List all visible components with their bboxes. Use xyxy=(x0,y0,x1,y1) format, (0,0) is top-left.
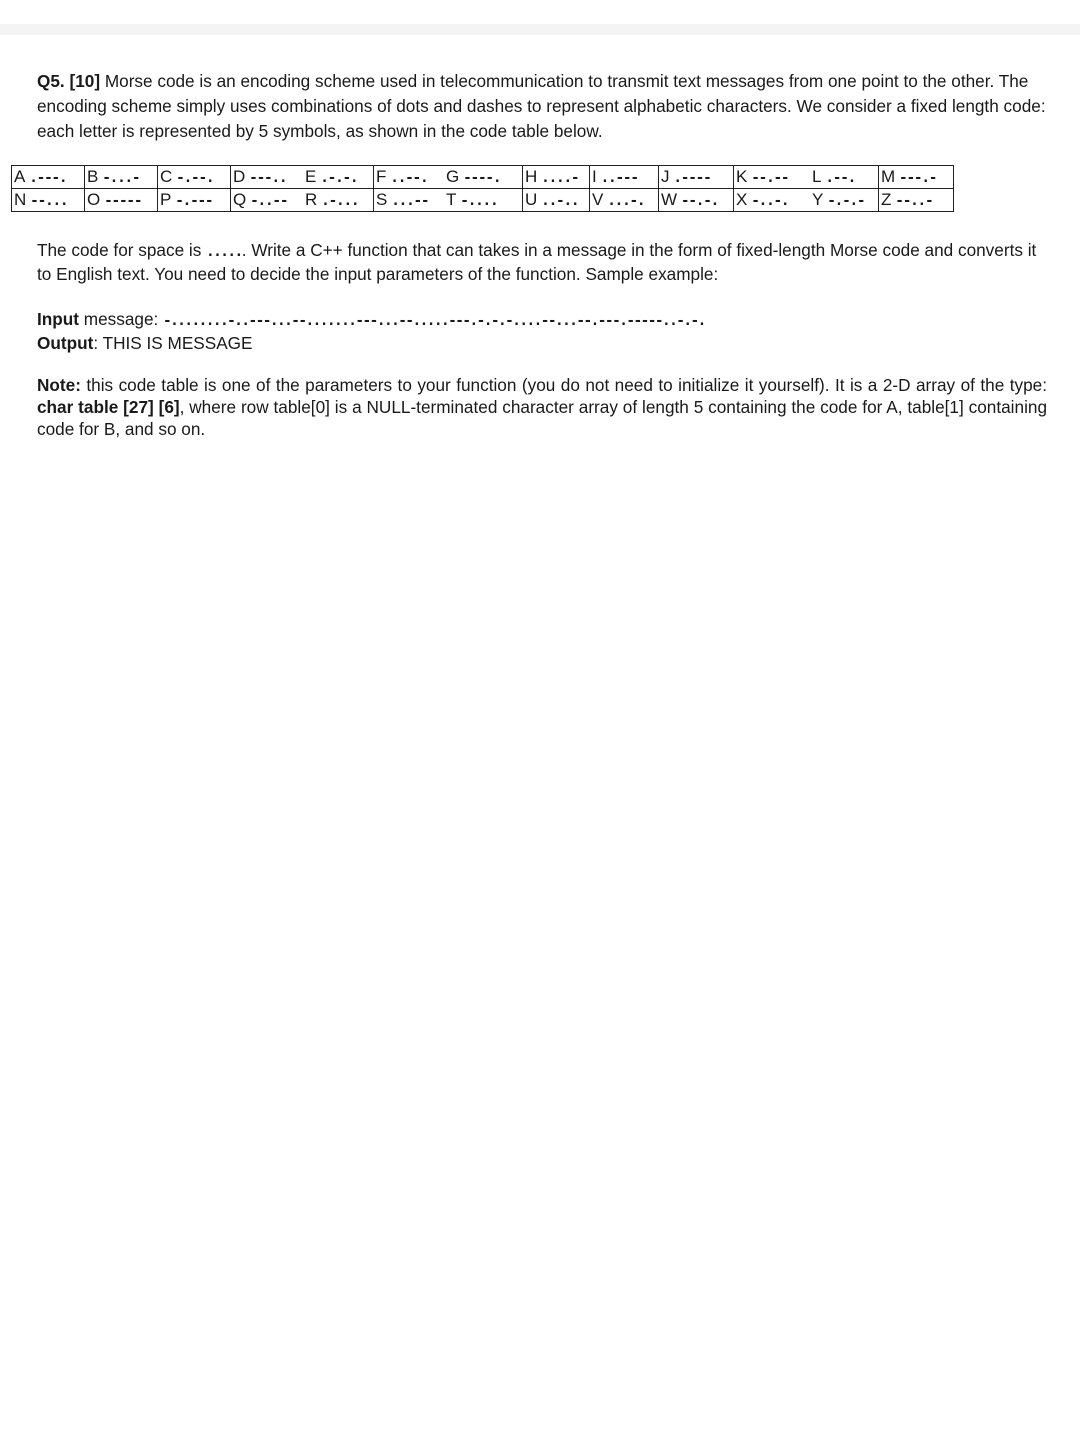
letter-r: R xyxy=(305,190,318,209)
code-cell-n xyxy=(12,189,85,212)
code-cell-i xyxy=(590,166,659,189)
letter-c: C xyxy=(160,167,173,186)
letter-k: K xyxy=(736,167,748,186)
code-cell-y xyxy=(810,189,879,212)
letter-a: A xyxy=(14,167,26,186)
question-label: Q5. [10] xyxy=(37,71,101,91)
code-cell-m xyxy=(879,166,954,189)
code-z: --..- xyxy=(895,193,933,209)
code-cell-j xyxy=(659,166,734,189)
code-w: --.-. xyxy=(681,193,719,209)
note-text-1: this code table is one of the parameters to your function (you do not need to initialize it yourself). It is a 2-D array of the type: xyxy=(80,375,1047,395)
input-label: Input xyxy=(37,309,79,329)
code-cell-x xyxy=(734,189,811,212)
code-d: ---.. xyxy=(249,170,287,186)
code-cell-l xyxy=(810,166,879,189)
letter-f: F xyxy=(376,167,387,186)
letter-j: J xyxy=(661,167,670,186)
letter-m: M xyxy=(881,167,896,186)
letter-w: W xyxy=(661,190,678,209)
note-paragraph xyxy=(37,374,1047,440)
code-i: ..--- xyxy=(600,170,638,186)
output-text: : THIS IS MESSAGE xyxy=(93,333,253,353)
code-v: ...-. xyxy=(607,193,645,209)
code-o: ----- xyxy=(104,193,142,209)
letter-i: I xyxy=(592,167,597,186)
input-line xyxy=(37,308,1047,332)
code-s: ...-- xyxy=(391,193,429,209)
code-j: .---- xyxy=(673,170,711,186)
letter-p: P xyxy=(160,190,172,209)
code-cell-e xyxy=(303,166,374,189)
output-line xyxy=(37,332,1047,354)
code-a: .---. xyxy=(29,170,67,186)
question-text: Morse code is an encoding scheme used in telecommunication to transmit text messages from one point to the other. The encoding scheme simply uses combinations of dots and dashes to represent alphabetic characters. We consider a fixed length code: each letter is represented by 5 symbols, as shown in the code table below. xyxy=(37,71,1046,141)
code-cell-w xyxy=(659,189,734,212)
letter-h: H xyxy=(525,167,538,186)
question-paragraph xyxy=(37,69,1047,144)
code-cell-p xyxy=(158,189,231,212)
code-h: ....- xyxy=(541,170,579,186)
letter-y: Y xyxy=(812,190,824,209)
letter-l: L xyxy=(812,167,822,186)
letter-t: T xyxy=(446,190,457,209)
code-t: -.... xyxy=(460,193,498,209)
code-cell-v xyxy=(590,189,659,212)
code-e: .-.-. xyxy=(320,170,358,186)
letter-z: Z xyxy=(881,190,892,209)
code-cell-k xyxy=(734,166,811,189)
code-x: -..-. xyxy=(751,193,789,209)
input-message-label: message: xyxy=(79,309,164,329)
code-l: .--. xyxy=(825,170,856,186)
letter-o: O xyxy=(87,190,101,209)
code-m: ---.- xyxy=(899,170,937,186)
code-c: -.--. xyxy=(176,170,214,186)
space-code: ..... xyxy=(206,244,242,260)
code-cell-c xyxy=(158,166,231,189)
code-cell-z xyxy=(879,189,954,212)
code-cell-d xyxy=(231,166,304,189)
space-text-after: . Write a C++ function that can takes in a message in the form of fixed-length Morse code and converts it to English text. You need to decide the input parameters of the function. Sample example: xyxy=(37,240,1037,284)
code-cell-r xyxy=(303,189,374,212)
code-q: -..-- xyxy=(250,193,288,209)
code-cell-f xyxy=(374,166,445,189)
space-paragraph xyxy=(37,239,1047,285)
space-text-before: The code for space is xyxy=(37,240,207,260)
code-cell-h xyxy=(523,166,590,189)
output-label: Output xyxy=(37,333,94,353)
morse-code-table xyxy=(11,165,954,212)
code-cell-g xyxy=(444,166,523,189)
code-r: .-... xyxy=(321,193,359,209)
code-p: -.--- xyxy=(175,193,213,209)
code-cell-t xyxy=(444,189,523,212)
letter-b: B xyxy=(87,167,99,186)
code-g: ----. xyxy=(463,170,501,186)
letter-v: V xyxy=(592,190,604,209)
letter-n: N xyxy=(14,190,27,209)
code-f: ..--. xyxy=(390,170,428,186)
letter-x: X xyxy=(736,190,748,209)
letter-e: E xyxy=(305,167,317,186)
code-y: -.-.- xyxy=(827,193,865,209)
top-bar-edge xyxy=(0,0,1080,24)
code-k: --.-- xyxy=(751,170,789,186)
code-cell-q xyxy=(231,189,304,212)
code-cell-s xyxy=(374,189,445,212)
code-table-row-2 xyxy=(12,189,954,212)
letter-u: U xyxy=(525,190,538,209)
note-type: char table [27] [6] xyxy=(37,397,180,417)
code-n: --... xyxy=(30,193,68,209)
code-table-row-1 xyxy=(12,166,954,189)
letter-q: Q xyxy=(233,190,247,209)
code-u: ..-.. xyxy=(541,193,579,209)
code-cell-a xyxy=(12,166,85,189)
code-cell-u xyxy=(523,189,590,212)
code-cell-o xyxy=(85,189,158,212)
sample-example xyxy=(37,308,1047,354)
note-text-2: , where row table[0] is a NULL-terminated character array of length 5 containing the code for A, table[1] containing code for B, and so on. xyxy=(37,397,1047,439)
note-label: Note: xyxy=(37,375,81,395)
letter-d: D xyxy=(233,167,246,186)
input-morse-code: -........-..---...--.......---...--.....---.-.-.-....--...--.---.-----..-.-. xyxy=(163,313,705,329)
code-cell-b xyxy=(85,166,158,189)
letter-s: S xyxy=(376,190,388,209)
letter-g: G xyxy=(446,167,460,186)
code-b: -...- xyxy=(102,170,140,186)
